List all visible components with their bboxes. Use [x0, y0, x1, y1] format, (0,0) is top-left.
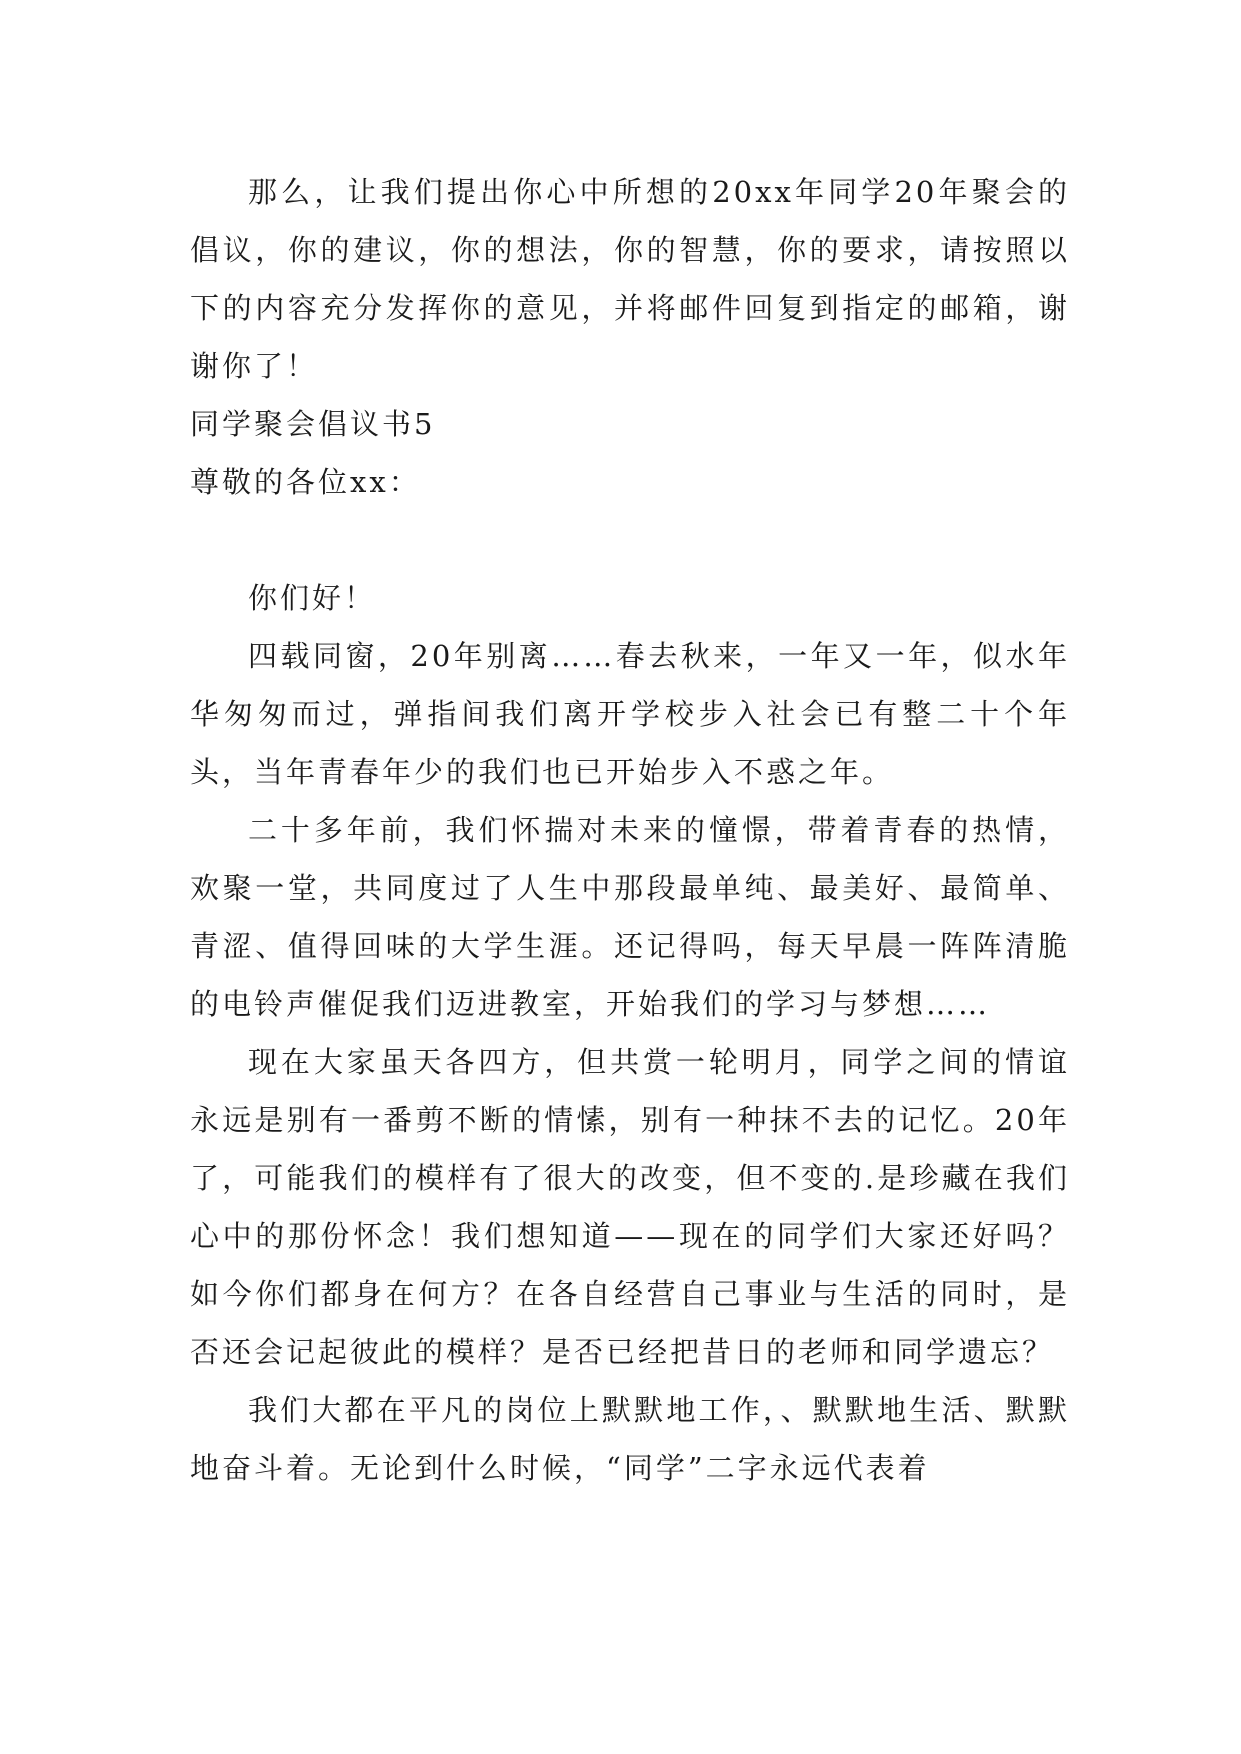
body-paragraph: 二十多年前，我们怀揣对未来的憧憬，带着青春的热情，欢聚一堂，共同度过了人生中那段最单纯、最美好、最简单、青涩、值得回味的大学生涯。还记得吗，每天早晨一阵阵清脆的电铃声催促我们迈进教室，开始我们的学习与梦想…… [190, 813, 1070, 1021]
greeting: 你们好！ [248, 581, 377, 615]
section-title: 同学聚会倡议书5 [190, 407, 436, 441]
document-body [190, 163, 1070, 1497]
salutation: 尊敬的各位xx： [190, 465, 421, 499]
body-paragraph: 我们大都在平凡的岗位上默默地工作，、默默地生活、默默地奋斗着。无论到什么时候，“同学”二字永远代表着 [190, 1393, 1070, 1485]
blank-line [190, 511, 1070, 569]
body-paragraph: 现在大家虽天各四方，但共赏一轮明月，同学之间的情谊永远是别有一番剪不断的情愫，别有一种抹不去的记忆。20年了，可能我们的模样有了很大的改变，但不变的.是珍藏在我们心中的那份怀念！我们想知道——现在的同学们大家还好吗？如今你们都身在何方？在各自经营自己事业与生活的同时，是否还会记起彼此的模样？是否已经把昔日的老师和同学遗忘？ [190, 1045, 1070, 1369]
body-paragraph: 四载同窗，20年别离……春去秋来，一年又一年，似水年华匆匆而过，弹指间我们离开学校步入社会已有整二十个年头，当年青春年少的我们也已开始步入不惑之年。 [190, 639, 1070, 789]
intro-paragraph: 那么，让我们提出你心中所想的20xx年同学20年聚会的倡议，你的建议，你的想法，你的智慧，你的要求，请按照以下的内容充分发挥你的意见，并将邮件回复到指定的邮箱，谢谢你了！ [190, 175, 1070, 383]
